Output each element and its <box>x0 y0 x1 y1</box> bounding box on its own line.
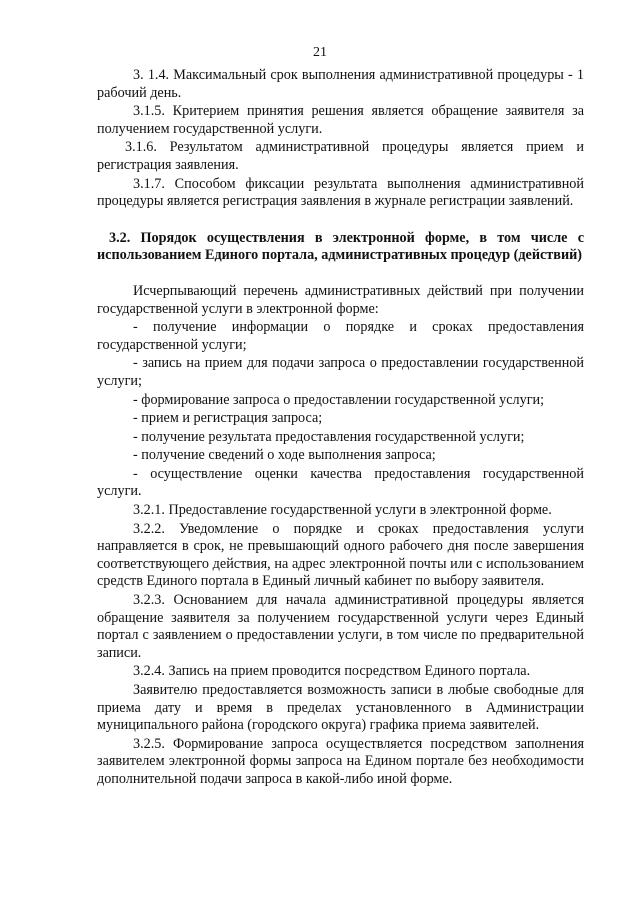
paragraph-3-1-7: 3.1.7. Способом фиксации результата выполнения административной процедуры является регистрация заявления в журнале регистрации заявлений. <box>97 175 584 210</box>
page-number: 21 <box>313 45 327 60</box>
list-item: - получение информации о порядке и сроках предоставления государственной услуги; <box>97 319 584 353</box>
paragraph-3-2-5: 3.2.5. Формирование запроса осуществляется посредством заполнения заявителем электронной формы запроса на Едином портале без необходимости дополнительной подачи запроса в какой-либо иной форме. <box>97 735 584 787</box>
list-item: - получение сведений о ходе выполнения запроса; <box>133 447 436 464</box>
intro-paragraph: Исчерпывающий перечень административных действий при получении государственной услуги в электронной форме: <box>97 282 584 317</box>
paragraph-3-2-1: 3.2.1. Предоставление государственной услуги в электронной форме. <box>133 502 552 519</box>
list-item: - прием и регистрация запроса; <box>133 410 323 427</box>
list-item: - запись на прием для подачи запроса о предоставлении государственной услуги; <box>97 355 584 389</box>
paragraph-3-1-5: 3.1.5. Критерием принятия решения является обращение заявителя за получением государственной услуги. <box>97 103 584 137</box>
paragraph-3-1-4: 3. 1.4. Максимальный срок выполнения административной процедуры - 1 рабочий день. <box>97 67 584 101</box>
list-item: - получение результата предоставления государственной услуги; <box>133 428 525 445</box>
page-content <box>97 67 584 790</box>
list-item: - осуществление оценки качества предоставления государственной услуги. <box>97 465 584 500</box>
paragraph-3-2-2: 3.2.2. Уведомление о порядке и сроках предоставления услуги направляется в срок, не превышающий одного рабочего дня после завершения соответствующего действия, на адрес электронной почты или с использованием средств Единого портала в Единый личный кабинет по выбору заявителя. <box>97 520 584 590</box>
section-heading: 3.2. Порядок осуществления в электронной форме, в том числе с использованием Единого портала, административных процедур (действий) <box>97 229 584 264</box>
list-item: - формирование запроса о предоставлении государственной услуги; <box>133 391 545 408</box>
paragraph-appointment: Заявителю предоставляется возможность записи в любые свободные для приема дату и время в пределах установленного в Администрации муниципального района (городского округа) графика приема заявителей. <box>97 682 584 734</box>
paragraph-3-1-6: 3.1.6. Результатом административной процедуры является прием и регистрация заявления. <box>97 139 584 173</box>
paragraph-3-2-3: 3.2.3. Основанием для начала административной процедуры является обращение заявителя за получением государственной услуги через Единый портал с заявлением о предоставлении услуги, в том числе по предварительной записи. <box>97 592 584 661</box>
paragraph-3-2-4: 3.2.4. Запись на прием проводится посредством Единого портала. <box>133 663 531 680</box>
